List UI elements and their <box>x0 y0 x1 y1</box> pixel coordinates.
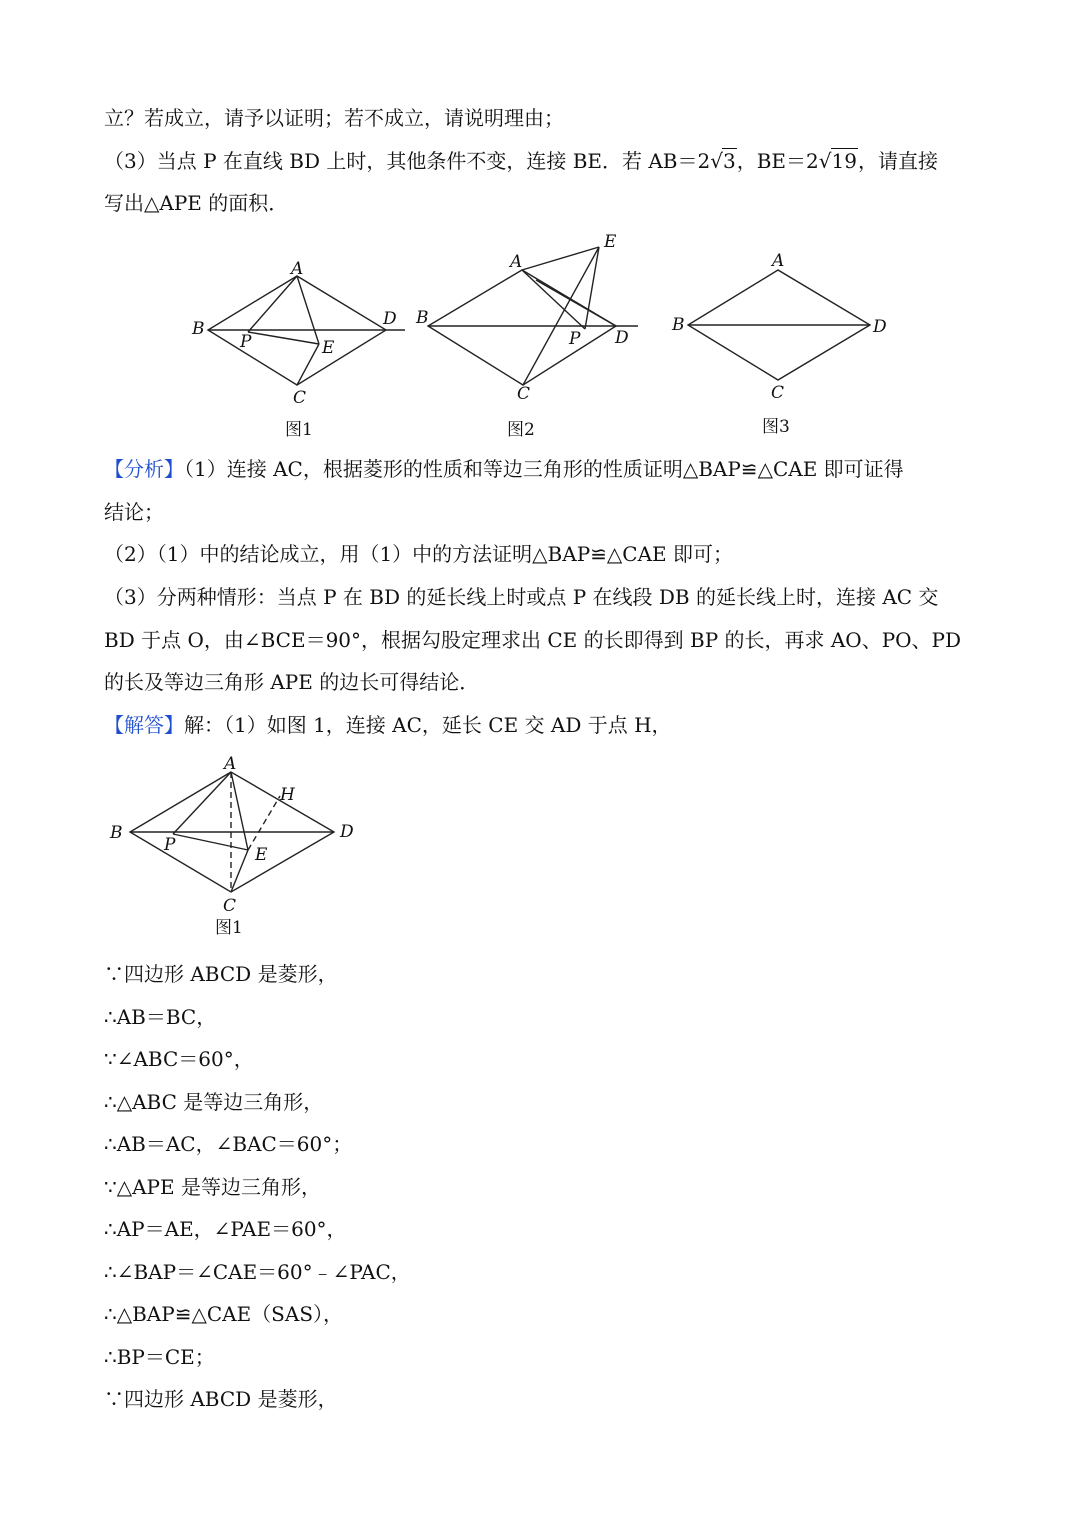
solution-step-7: ∴AP＝AE，∠PAE＝60°， <box>104 1217 347 1241</box>
analysis-line-5: BD 于点 O，由∠BCE＝90°，根据勾股定理求出 CE 的长即得到 BP 的长，再求 AO、PO、PD <box>104 628 962 652</box>
caption-fig3: 图3 <box>762 417 790 437</box>
label-b-solution-fig: B <box>110 823 123 843</box>
caption-fig2: 图2 <box>507 420 535 440</box>
solution-step-8: ∴∠BAP＝∠CAE＝60°﹣∠PAC， <box>104 1260 411 1284</box>
caption-fig1: 图1 <box>285 420 313 440</box>
sqrt-19: √19 <box>818 149 857 173</box>
label-h-solution-fig: H <box>280 785 295 805</box>
solution-step-11: ∵四边形 ABCD 是菱形， <box>104 1387 338 1411</box>
label-a-solution-fig: A <box>224 754 237 774</box>
label-c-fig2: C <box>517 384 531 404</box>
label-a-fig1: A <box>291 259 304 279</box>
solution-step-2: ∴AB＝BC， <box>104 1005 217 1029</box>
segment-inner-fig2 <box>536 280 616 326</box>
problem-line-2 <box>104 148 938 174</box>
rhombus-fig2 <box>428 270 616 385</box>
segment-ap-solution-fig <box>173 772 231 834</box>
label-d-fig1: D <box>383 309 397 329</box>
solution-intro-text: 解：（1）如图 1，连接 AC，延长 CE 交 AD 于点 H， <box>184 713 672 737</box>
solution-step-10: ∴BP＝CE； <box>104 1345 215 1369</box>
figure-1 <box>191 259 405 440</box>
label-e-solution-fig: E <box>255 845 268 865</box>
solution-step-5: ∴AB＝AC，∠BAC＝60°； <box>104 1132 353 1156</box>
label-e-fig2: E <box>604 232 617 252</box>
sqrt-3-radicand: 3 <box>722 149 736 173</box>
analysis-text-1: （1）连接 AC，根据菱形的性质和等边三角形的性质证明△BAP≌△CAE 即可证得 <box>184 457 904 481</box>
sqrt-19-radicand: 19 <box>831 149 857 173</box>
analysis-line-1 <box>104 456 904 482</box>
segment-ae-solution-fig <box>231 772 248 850</box>
sqrt-3: √3 <box>710 149 736 173</box>
label-d-fig3: D <box>873 317 887 337</box>
segment-ap-fig2 <box>522 270 585 329</box>
label-b-fig3: B <box>672 315 685 335</box>
solution-step-9: ∴△BAP≌△CAE（SAS）， <box>104 1302 344 1326</box>
figure-2 <box>415 232 638 440</box>
segment-ap-fig1 <box>248 276 297 332</box>
problem-line-2-part-a: （3）当点 P 在直线 BD 上时，其他条件不变，连接 BE．若 AB＝2 <box>104 149 711 173</box>
solution-step-6: ∵△APE 是等边三角形， <box>104 1175 321 1199</box>
solution-step-4: ∴△ABC 是等边三角形， <box>104 1090 324 1114</box>
label-c-fig1: C <box>293 388 307 408</box>
segment-ce-solution-fig <box>231 850 248 892</box>
label-b-fig1: B <box>192 319 205 339</box>
analysis-line-4: （3）分两种情形：当点 P 在 BD 的延长线上时或点 P 在线段 DB 的延长线上时，连接 AC 交 <box>104 585 939 609</box>
label-d-fig2: D <box>615 328 629 348</box>
solution-step-3: ∵∠ABC＝60°， <box>104 1047 254 1071</box>
problem-line-2-part-c: ，请直接 <box>857 149 938 173</box>
segment-pe-fig1 <box>248 332 319 344</box>
label-p-fig1: P <box>240 332 252 352</box>
analysis-line-2: 结论； <box>104 500 164 524</box>
problem-line-3: 写出△APE 的面积． <box>104 191 289 215</box>
figure-3 <box>671 251 887 437</box>
label-e-fig1: E <box>322 338 335 358</box>
solution-step-1: ∵四边形 ABCD 是菱形， <box>104 962 338 986</box>
label-p-fig2: P <box>569 329 581 349</box>
solution-intro <box>104 712 672 738</box>
analysis-line-3: （2）（1）中的结论成立，用（1）中的方法证明△BAP≌△CAE 即可； <box>104 542 733 566</box>
label-a-fig3: A <box>772 251 785 271</box>
solution-tag: 【解答】 <box>104 713 184 737</box>
solution-figure <box>100 752 380 942</box>
label-c-solution-fig: C <box>223 896 237 916</box>
problem-line-1: 立？若成立，请予以证明；若不成立，请说明理由； <box>104 106 564 130</box>
label-c-fig3: C <box>771 383 785 403</box>
label-b-fig2: B <box>416 308 429 328</box>
segment-ae-fig1 <box>297 276 319 344</box>
problem-line-2-part-b: ，BE＝2 <box>736 149 819 173</box>
analysis-tag: 【分析】 <box>104 457 184 481</box>
label-p-solution-fig: P <box>164 835 176 855</box>
caption-solution-fig: 图1 <box>215 918 243 938</box>
segment-pe-solution-fig <box>173 834 248 850</box>
label-a-fig2: A <box>510 252 523 272</box>
analysis-line-6: 的长及等边三角形 APE 的边长可得结论． <box>104 670 480 694</box>
dashed-eh-solution-fig <box>248 796 280 850</box>
figures-top <box>180 228 940 448</box>
label-d-solution-fig: D <box>340 822 354 842</box>
